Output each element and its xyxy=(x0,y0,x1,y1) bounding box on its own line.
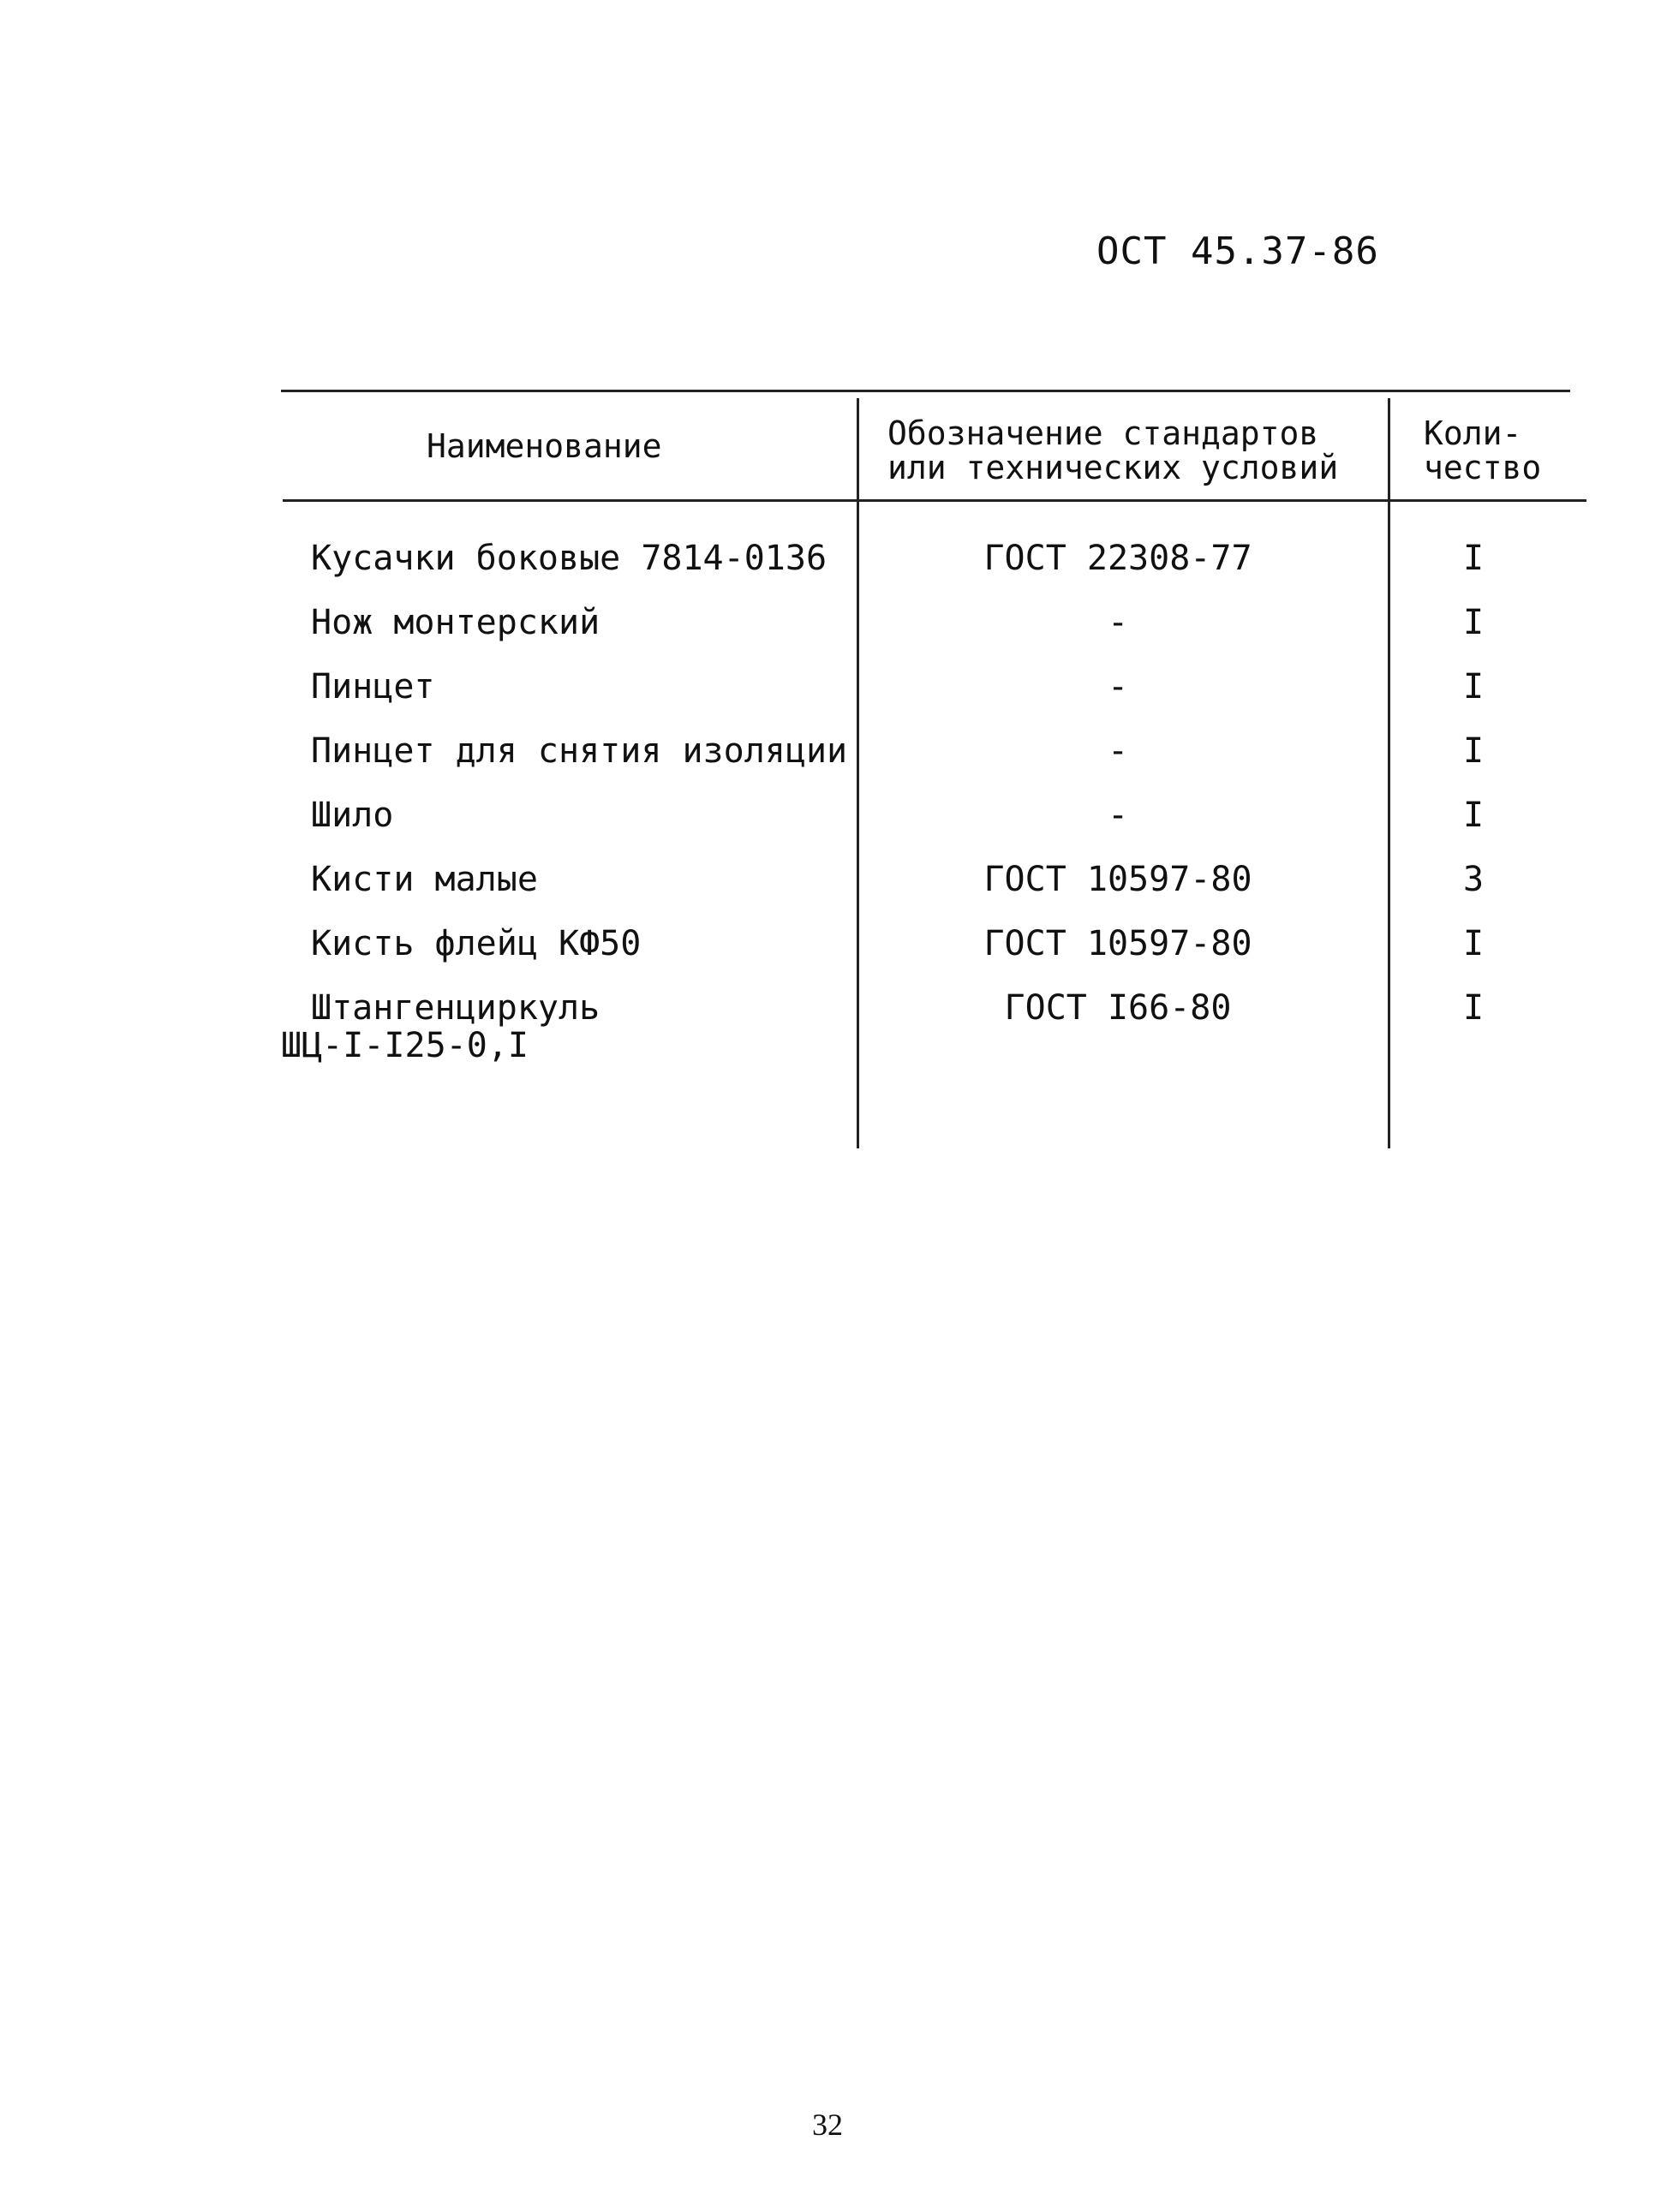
row-8-standard: ГОСТ I66-80 xyxy=(1004,988,1232,1028)
row-6-name: Кисти малые xyxy=(311,860,538,899)
header-quantity-line2: чество xyxy=(1424,449,1542,486)
row-6-quantity: 3 xyxy=(1462,860,1485,899)
table-top-rule xyxy=(281,390,1570,392)
header-quantity-line1: Коли- xyxy=(1424,414,1522,452)
row-5-name: Шило xyxy=(311,796,394,835)
row-4-standard: - xyxy=(1107,731,1129,771)
row-1-standard: ГОСТ 22308-77 xyxy=(983,539,1252,578)
document-code: ОСТ 45.37-86 xyxy=(1096,230,1379,273)
header-standard-line2: или технических условий xyxy=(887,449,1339,486)
row-7-name: Кисть флейц КФ50 xyxy=(311,924,642,963)
row-8-name-line2: ШЦ-I-I25-0,I xyxy=(281,1026,529,1065)
row-2-quantity: I xyxy=(1462,603,1485,642)
column-divider-1 xyxy=(857,398,859,1148)
row-3-quantity: I xyxy=(1462,667,1485,707)
row-4-name: Пинцет для снятия изоляции xyxy=(311,731,848,771)
row-5-standard: - xyxy=(1107,796,1129,835)
row-8-quantity: I xyxy=(1462,988,1485,1028)
row-5-quantity: I xyxy=(1462,796,1485,835)
header-standard-line1: Обозначение стандартов xyxy=(887,414,1319,452)
row-7-standard: ГОСТ 10597-80 xyxy=(983,924,1252,963)
row-4-quantity: I xyxy=(1462,731,1485,771)
header-name: Наименование xyxy=(427,427,662,465)
row-1-name: Кусачки боковые 7814-0136 xyxy=(311,539,828,578)
row-3-standard: - xyxy=(1107,667,1129,707)
row-1-quantity: I xyxy=(1462,539,1485,578)
row-2-standard: - xyxy=(1107,603,1129,642)
row-8-name: Штангенциркуль xyxy=(311,988,600,1028)
column-divider-2 xyxy=(1388,398,1390,1148)
row-7-quantity: I xyxy=(1462,924,1485,963)
row-2-name: Нож монтерский xyxy=(311,603,600,642)
page-number: 32 xyxy=(812,2108,843,2142)
row-3-name: Пинцет xyxy=(311,667,435,707)
table-header-rule xyxy=(283,499,1586,502)
row-6-standard: ГОСТ 10597-80 xyxy=(983,860,1252,899)
